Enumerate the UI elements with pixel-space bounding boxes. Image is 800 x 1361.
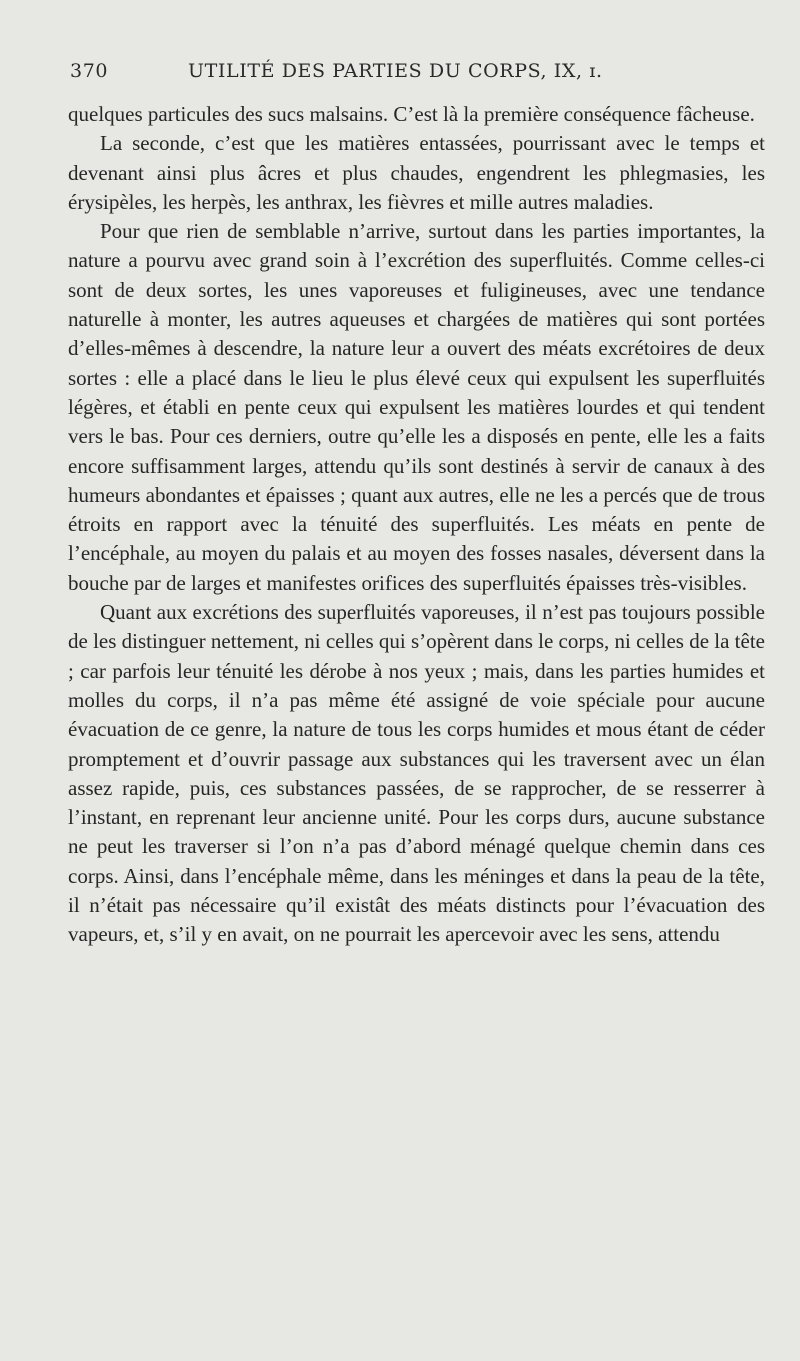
paragraph: Quant aux excrétions des superfluités vaporeuses, il n’est pas toujours possible de les distinguer nettement, ni celles qui s’opèrent dans le corps, ni celles de la tête ; car parfois leur ténuité les dérobe à nos yeux ; mais, dans les parties humides et molles du corps, il n’a pas même été assigné de voie spéciale pour aucune évacuation de ce genre, la nature de tous les corps humides et mous étant de céder promptement et d’ouvrir passage aux substances qui les traversent avec un élan assez rapide, puis, ces substances passées, de se rapprocher, de se resserrer à l’instant, en reprenant leur ancienne unité. Pour les corps durs, aucune substance ne peut les traverser si l’on n’a pas d’abord ménagé quelque chemin dans ces corps. Ainsi, dans l’encéphale même, dans les méninges et dans la peau de la tête, il n’était pas nécessaire qu’il existât des méats distincts pour l’évacuation des vapeurs, et, s’il y en avait, on ne pourrait les apercevoir avec les sens, attendu — [68, 600, 765, 947]
paragraph: La seconde, c’est que les matières entassées, pourrissant avec le temps et devenant ainsi plus âcres et plus chaudes, engendrent les phlegmasies, les érysipèles, les herpès, les anthrax, les fièvres et mille autres maladies. — [68, 131, 765, 214]
paragraph: Pour que rien de semblable n’arrive, surtout dans les parties importantes, la nature a pourvu avec grand soin à l’excrétion des superfluités. Comme celles-ci sont de deux sortes, les unes vaporeuses et fuligineuses, avec une tendance naturelle à monter, les autres aqueuses et chargées de matières qui sont portées d’elles-mêmes à descendre, la nature leur a ouvert des méats excrétoires de deux sortes : elle a placé dans le lieu le plus élevé ceux qui expulsent les superfluités légères, et établi en pente ceux qui expulsent les matières lourdes et qui tendent vers le bas. Pour ces derniers, outre qu’elle les a disposés en pente, elle les a faits encore suffisamment larges, attendu qu’ils sont destinés à servir de canaux à des humeurs abondantes et épaisses ; quant aux autres, elle ne les a percés que de trous étroits en rapport avec la ténuité des superfluités. Les méats en pente de l’encéphale, au moyen du palais et au moyen des fosses nasales, déversent dans la bouche par de larges et manifestes orifices des superfluités épaisses très-visibles. — [68, 219, 765, 595]
page-number: 370 — [70, 60, 109, 82]
running-title: UTILITÉ DES PARTIES DU CORPS, IX, ɪ. — [188, 60, 603, 82]
body-text — [68, 100, 765, 950]
page-header — [70, 60, 760, 90]
paragraph-continuation: quelques particules des sucs malsains. C’est là la première conséquence fâcheuse. — [68, 102, 755, 126]
